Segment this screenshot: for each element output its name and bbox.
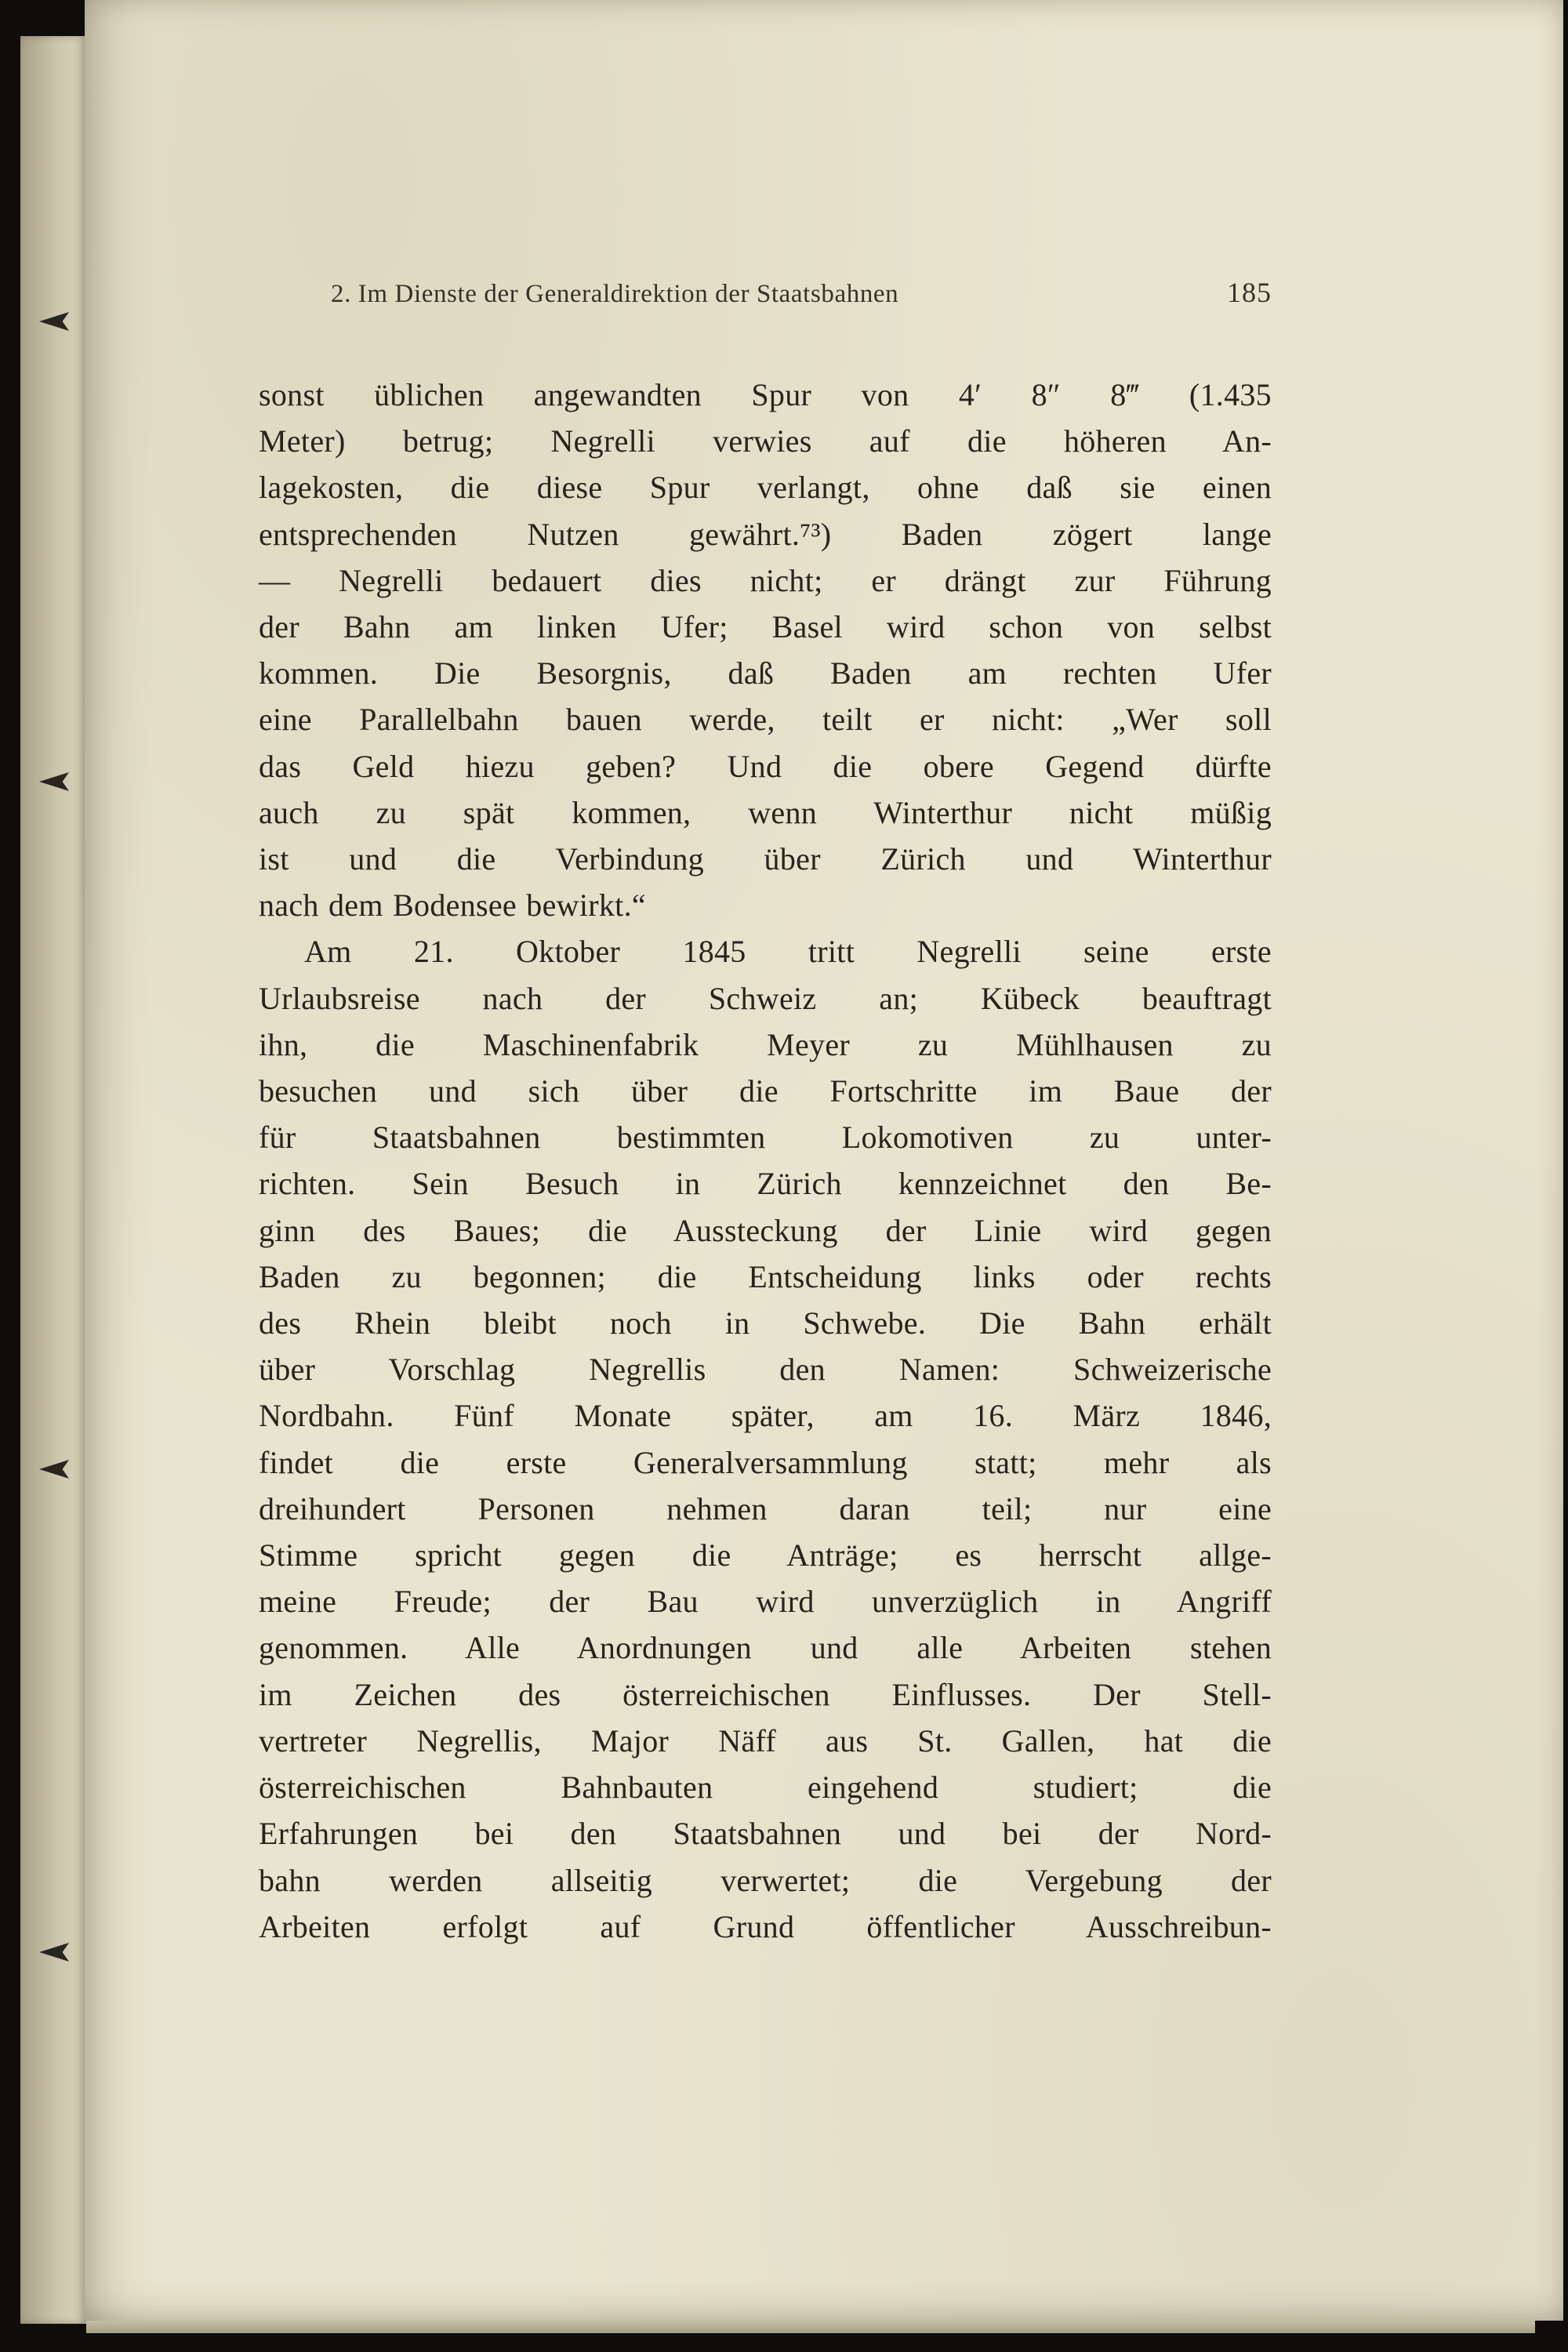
- text-line: — Negrelli bedauert dies nicht; er drängt zur Führung: [259, 562, 1272, 598]
- text-line: Baden zu begonnen; die Entscheidung links oder rechts: [259, 1258, 1272, 1294]
- text-line: meine Freude; der Bau wird unverzüglich in Angriff: [259, 1584, 1272, 1620]
- text-line: der Bahn am linken Ufer; Basel wird schon von selbst: [259, 609, 1272, 645]
- text-line: kommen. Die Besorgnis, daß Baden am rechten Ufer: [259, 655, 1272, 691]
- text-line: im Zeichen des österreichischen Einflusses. Der Stell-: [259, 1676, 1272, 1712]
- text-line: auch zu spät kommen, wenn Winterthur nicht müßig: [259, 794, 1272, 830]
- text-line: Meter) betrug; Negrelli verwies auf die höheren An-: [259, 423, 1272, 459]
- text-line: genommen. Alle Anordnungen und alle Arbeiten stehen: [259, 1630, 1272, 1666]
- text-line: Erfahrungen bei den Staatsbahnen und bei der Nord-: [259, 1816, 1272, 1852]
- text-line: sonst üblichen angewandten Spur von 4′ 8″ 8‴ (1.435: [259, 377, 1272, 412]
- text-line: Stimme spricht gegen die Anträge; es herrscht allge-: [259, 1537, 1272, 1573]
- text-line: nach dem Bodensee bewirkt.“: [259, 887, 646, 924]
- text-line: ginn des Baues; die Aussteckung der Linie wird gegen: [259, 1212, 1272, 1248]
- text-line: lagekosten, die diese Spur verlangt, ohne daß sie einen: [259, 470, 1272, 506]
- text-line: für Staatsbahnen bestimmten Lokomotiven zu unter-: [259, 1120, 1272, 1156]
- text-line: vertreter Negrellis, Major Näff aus St. Gallen, hat die: [259, 1722, 1272, 1759]
- text-line: findet die erste Generalversammlung statt; mehr als: [259, 1444, 1272, 1480]
- text-line: entsprechenden Nutzen gewährt.⁷³) Baden zögert lange: [259, 516, 1272, 552]
- adjacent-page-edge: [20, 36, 86, 2324]
- paragraph: [259, 928, 1272, 1949]
- text-line: das Geld hiezu geben? Und die obere Gegend dürfte: [259, 748, 1272, 784]
- text-line: Nordbahn. Fünf Monate später, am 16. März 1846,: [259, 1398, 1272, 1434]
- page-number: 185: [1227, 277, 1272, 308]
- page-header: [259, 276, 1272, 309]
- text-line: Urlaubsreise nach der Schweiz an; Kübeck beauftragt: [259, 980, 1272, 1016]
- text-line: eine Parallelbahn bauen werde, teilt er nicht: „Wer soll: [259, 702, 1272, 738]
- page-body: [259, 372, 1272, 1950]
- text-line: richten. Sein Besuch in Zürich kennzeichnet den Be-: [259, 1166, 1272, 1202]
- bottom-page-edge: [86, 2319, 1535, 2333]
- text-line: ihn, die Maschinenfabrik Meyer zu Mühlhausen zu: [259, 1026, 1272, 1062]
- text-line: Am 21. Oktober 1845 tritt Negrelli seine erste: [304, 934, 1272, 970]
- running-title: 2. Im Dienste der Generaldirektion der Staatsbahnen: [331, 280, 899, 308]
- text-line: Arbeiten erfolgt auf Grund öffentlicher Ausschreibun-: [259, 1908, 1272, 1944]
- text-line: bahn werden allseitig verwertet; die Vergebung der: [259, 1862, 1272, 1898]
- paragraph: [259, 372, 1272, 928]
- text-line: ist und die Verbindung über Zürich und Winterthur: [259, 841, 1272, 877]
- text-line: des Rhein bleibt noch in Schwebe. Die Bahn erhält: [259, 1305, 1272, 1341]
- text-line: über Vorschlag Negrellis den Namen: Schweizerische: [259, 1352, 1272, 1388]
- text-line: besuchen und sich über die Fortschritte im Baue der: [259, 1073, 1272, 1109]
- text-line: österreichischen Bahnbauten eingehend studiert; die: [259, 1769, 1272, 1806]
- text-line: dreihundert Personen nehmen daran teil; nur eine: [259, 1490, 1272, 1526]
